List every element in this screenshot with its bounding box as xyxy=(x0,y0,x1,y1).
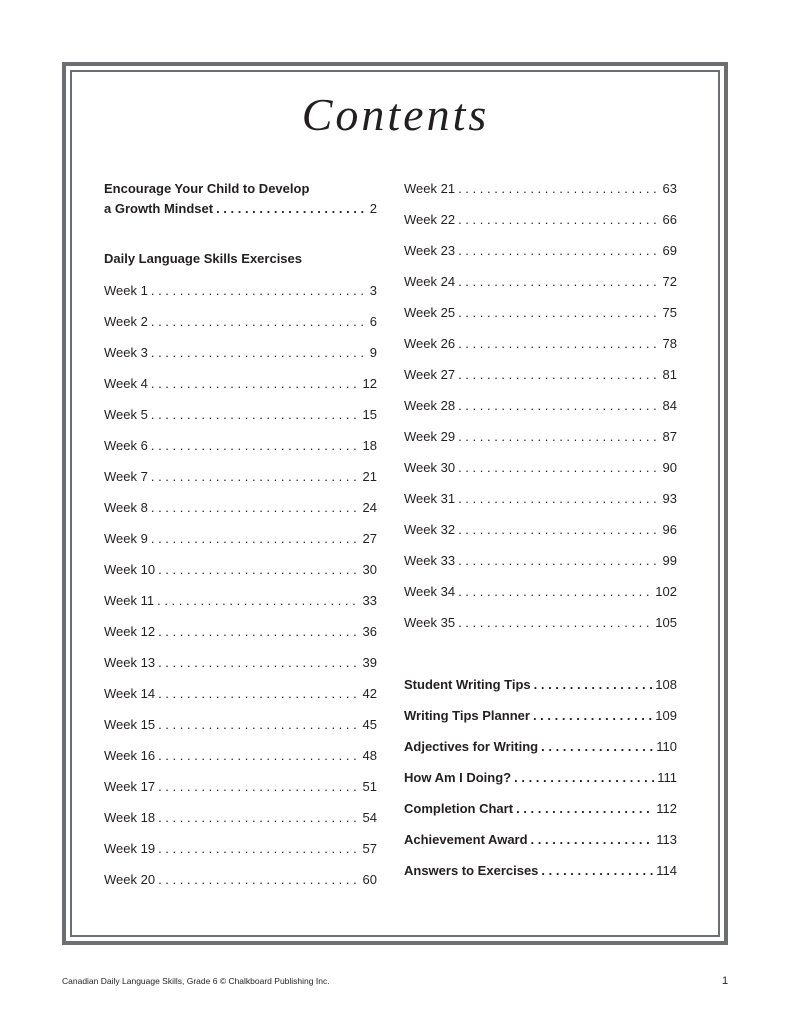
toc-entry[interactable] xyxy=(104,593,377,609)
toc-entry[interactable] xyxy=(404,739,677,755)
leader-dots xyxy=(158,810,359,826)
toc-entry[interactable] xyxy=(404,522,677,538)
toc-entry-page: 99 xyxy=(662,553,677,568)
page-title: Contents xyxy=(301,89,490,140)
toc-entry-label: Week 4 xyxy=(104,376,148,391)
toc-entry[interactable] xyxy=(104,438,377,454)
toc-entry-page: 81 xyxy=(662,367,677,382)
toc-entry[interactable] xyxy=(404,584,677,600)
toc-entry[interactable] xyxy=(404,708,677,724)
toc-entry-label: Week 12 xyxy=(104,624,156,639)
toc-entry-page: 66 xyxy=(662,212,677,227)
toc-entry[interactable] xyxy=(104,872,377,888)
toc-entry-page: 48 xyxy=(362,748,377,763)
leader-dots xyxy=(151,407,360,423)
toc-entry-page: 57 xyxy=(362,841,377,856)
leader-dots xyxy=(458,274,659,290)
toc-entry-label: Week 5 xyxy=(104,407,148,422)
toc-entry-label: How Am I Doing? xyxy=(404,770,512,785)
toc-entry-page: 21 xyxy=(362,469,377,484)
toc-entry-page: 51 xyxy=(362,779,377,794)
toc-entry[interactable] xyxy=(104,283,377,299)
toc-entry-page: 63 xyxy=(662,181,677,196)
toc-entry-label: Week 18 xyxy=(104,810,156,825)
leader-dots xyxy=(458,584,652,600)
toc-entry-page: 3 xyxy=(369,283,377,298)
toc-entry-label: Writing Tips Planner xyxy=(404,708,530,723)
leader-dots xyxy=(458,460,659,476)
toc-entry-label: Week 22 xyxy=(404,212,456,227)
leader-dots xyxy=(514,770,654,786)
toc-entry-label: Week 11 xyxy=(104,593,155,608)
toc-entry[interactable] xyxy=(104,345,377,361)
toc-entry[interactable] xyxy=(404,863,677,879)
toc-entry-label: a Growth Mindset xyxy=(104,201,214,216)
toc-entry-page: 105 xyxy=(655,615,677,630)
toc-entry[interactable] xyxy=(404,243,677,259)
toc-entry-label: Student Writing Tips xyxy=(404,677,531,692)
toc-entry-page: 9 xyxy=(369,345,377,360)
toc-entry[interactable] xyxy=(404,491,677,507)
toc-entry[interactable] xyxy=(104,624,377,640)
toc-entry-label: Week 14 xyxy=(104,686,156,701)
toc-entry-label: Week 7 xyxy=(104,469,148,484)
toc-entry-label: Week 32 xyxy=(404,522,456,537)
leader-dots xyxy=(516,801,653,817)
toc-entry-label: Week 2 xyxy=(104,314,148,329)
toc-entry-page: 24 xyxy=(362,500,377,515)
toc-entry-page: 36 xyxy=(362,624,377,639)
leader-dots xyxy=(151,283,367,299)
toc-entry-label: Week 9 xyxy=(104,531,148,546)
leader-dots xyxy=(158,562,359,578)
toc-entry-page: 111 xyxy=(657,770,677,785)
leader-dots xyxy=(158,748,359,764)
toc-entry-label: Week 28 xyxy=(404,398,456,413)
toc-entry[interactable] xyxy=(404,212,677,228)
toc-entry-page: 60 xyxy=(362,872,377,887)
toc-entry-page: 84 xyxy=(662,398,677,413)
toc-entry[interactable] xyxy=(404,398,677,414)
toc-entry-label: Adjectives for Writing xyxy=(404,739,539,754)
leader-dots xyxy=(157,593,359,609)
leader-dots xyxy=(541,863,653,879)
toc-entry-page: 54 xyxy=(362,810,377,825)
toc-entry-page: 30 xyxy=(362,562,377,577)
toc-entry[interactable] xyxy=(104,314,377,330)
leader-dots xyxy=(158,717,359,733)
toc-entry-label: Week 8 xyxy=(104,500,148,515)
toc-entry-page: 75 xyxy=(662,305,677,320)
toc-entry-page: 87 xyxy=(662,429,677,444)
toc-entry-page: 113 xyxy=(656,832,677,847)
toc-entry-label: Week 21 xyxy=(404,181,456,196)
toc-entry-label: Week 16 xyxy=(104,748,156,763)
toc-entry[interactable] xyxy=(104,500,377,516)
toc-entry-label: Week 31 xyxy=(404,491,456,506)
toc-entry-page: 114 xyxy=(656,863,677,878)
toc-entry-page: 45 xyxy=(362,717,377,732)
leader-dots xyxy=(458,491,659,507)
toc-entry[interactable] xyxy=(404,801,677,817)
toc-entry[interactable] xyxy=(104,562,377,578)
toc-entry-page: 96 xyxy=(662,522,677,537)
toc-entry-label: Week 33 xyxy=(404,553,456,568)
toc-entry-label: Week 27 xyxy=(404,367,456,382)
toc-entry-label: Completion Chart xyxy=(404,801,514,816)
toc-entry-page: 110 xyxy=(656,739,677,754)
toc-entry-label: Week 25 xyxy=(404,305,456,320)
toc-entry-page: 90 xyxy=(662,460,677,475)
leader-dots xyxy=(534,677,653,693)
toc-entry-page: 39 xyxy=(362,655,377,670)
leader-dots xyxy=(458,398,659,414)
toc-entry-page: 112 xyxy=(656,801,677,816)
toc-entry-page: 33 xyxy=(362,593,377,608)
toc-entry-intro[interactable] xyxy=(104,201,377,217)
toc-entry-label: Week 35 xyxy=(404,615,456,630)
toc-entry[interactable] xyxy=(404,460,677,476)
leader-dots xyxy=(458,553,659,569)
toc-entry-page: 78 xyxy=(662,336,677,351)
leader-dots xyxy=(531,832,654,848)
section-heading: Daily Language Skills Exercises xyxy=(104,251,302,266)
toc-entry-page: 93 xyxy=(662,491,677,506)
toc-entry-page: 6 xyxy=(369,314,377,329)
toc-entry[interactable] xyxy=(404,615,677,631)
toc-entry[interactable] xyxy=(104,469,377,485)
leader-dots xyxy=(458,367,659,383)
footer-page-number: 1 xyxy=(722,975,729,987)
toc-entry[interactable] xyxy=(104,407,377,423)
toc-entry[interactable] xyxy=(104,810,377,826)
leader-dots xyxy=(151,314,367,330)
leader-dots xyxy=(151,531,360,547)
leader-dots xyxy=(151,500,360,516)
toc-entry-label: Week 24 xyxy=(404,274,456,289)
leader-dots xyxy=(158,686,359,702)
toc-entry-label: Week 6 xyxy=(104,438,148,453)
toc-entry-page: 102 xyxy=(655,584,677,599)
toc-entry-page: 109 xyxy=(655,708,677,723)
toc-entry[interactable] xyxy=(404,181,677,197)
leader-dots xyxy=(458,429,659,445)
toc-entry-page: 18 xyxy=(362,438,377,453)
leader-dots xyxy=(158,624,359,640)
toc-entry[interactable] xyxy=(104,779,377,795)
toc-entry-page: 15 xyxy=(362,407,377,422)
toc-entry-page: 2 xyxy=(369,201,377,216)
toc-entry-label: Week 19 xyxy=(104,841,156,856)
leader-dots xyxy=(458,305,659,321)
leader-dots xyxy=(541,739,653,755)
toc-entry[interactable] xyxy=(404,274,677,290)
toc-entry[interactable] xyxy=(404,429,677,445)
leader-dots xyxy=(158,655,359,671)
toc-entry[interactable] xyxy=(404,770,677,786)
toc-entry-page: 72 xyxy=(662,274,677,289)
toc-entry-label: Week 17 xyxy=(104,779,156,794)
toc-entry-label: Week 13 xyxy=(104,655,156,670)
toc-entry[interactable] xyxy=(104,686,377,702)
toc-entry-label: Week 30 xyxy=(404,460,456,475)
toc-entry-label: Week 23 xyxy=(404,243,456,258)
leader-dots xyxy=(458,615,652,631)
leader-dots xyxy=(533,708,652,724)
toc-entry[interactable] xyxy=(104,748,377,764)
toc-entry-page: 42 xyxy=(362,686,377,701)
toc-entry-label: Achievement Award xyxy=(404,832,528,847)
toc-entry-label: Week 10 xyxy=(104,562,156,577)
toc-entry-page: 108 xyxy=(655,677,677,692)
leader-dots xyxy=(151,438,360,454)
toc-entry[interactable] xyxy=(404,832,677,848)
leader-dots xyxy=(216,201,367,217)
leader-dots xyxy=(458,181,659,197)
toc-entry[interactable] xyxy=(404,367,677,383)
leader-dots xyxy=(458,522,659,538)
leader-dots xyxy=(158,872,359,888)
leader-dots xyxy=(458,212,659,228)
leader-dots xyxy=(151,469,360,485)
leader-dots xyxy=(151,376,360,392)
toc-entry-page: 69 xyxy=(662,243,677,258)
toc-entry-label: Week 1 xyxy=(104,283,148,298)
toc-entry[interactable] xyxy=(104,376,377,392)
toc-entry[interactable] xyxy=(104,717,377,733)
toc-entry[interactable] xyxy=(104,655,377,671)
toc-entry-label: Week 26 xyxy=(404,336,456,351)
intro-title-line1: Encourage Your Child to Develop xyxy=(104,181,310,196)
toc-entry[interactable] xyxy=(404,336,677,352)
leader-dots xyxy=(158,779,359,795)
toc-entry[interactable] xyxy=(104,841,377,857)
footer-credit: Canadian Daily Language Skills, Grade 6 © Chalkboard Publishing Inc. xyxy=(62,976,330,986)
leader-dots xyxy=(458,336,659,352)
toc-entry-page: 12 xyxy=(362,376,377,391)
toc-entry[interactable] xyxy=(404,553,677,569)
leader-dots xyxy=(158,841,359,857)
toc-entry[interactable] xyxy=(104,531,377,547)
leader-dots xyxy=(151,345,367,361)
toc-entry-label: Answers to Exercises xyxy=(404,863,539,878)
toc-entry[interactable] xyxy=(404,677,677,693)
toc-entry[interactable] xyxy=(404,305,677,321)
toc-entry-label: Week 34 xyxy=(404,584,456,599)
toc-entry-label: Week 29 xyxy=(404,429,456,444)
leader-dots xyxy=(458,243,659,259)
toc-entry-label: Week 3 xyxy=(104,345,148,360)
toc-entry-label: Week 20 xyxy=(104,872,156,887)
toc-entry-label: Week 15 xyxy=(104,717,156,732)
toc-entry-page: 27 xyxy=(362,531,377,546)
